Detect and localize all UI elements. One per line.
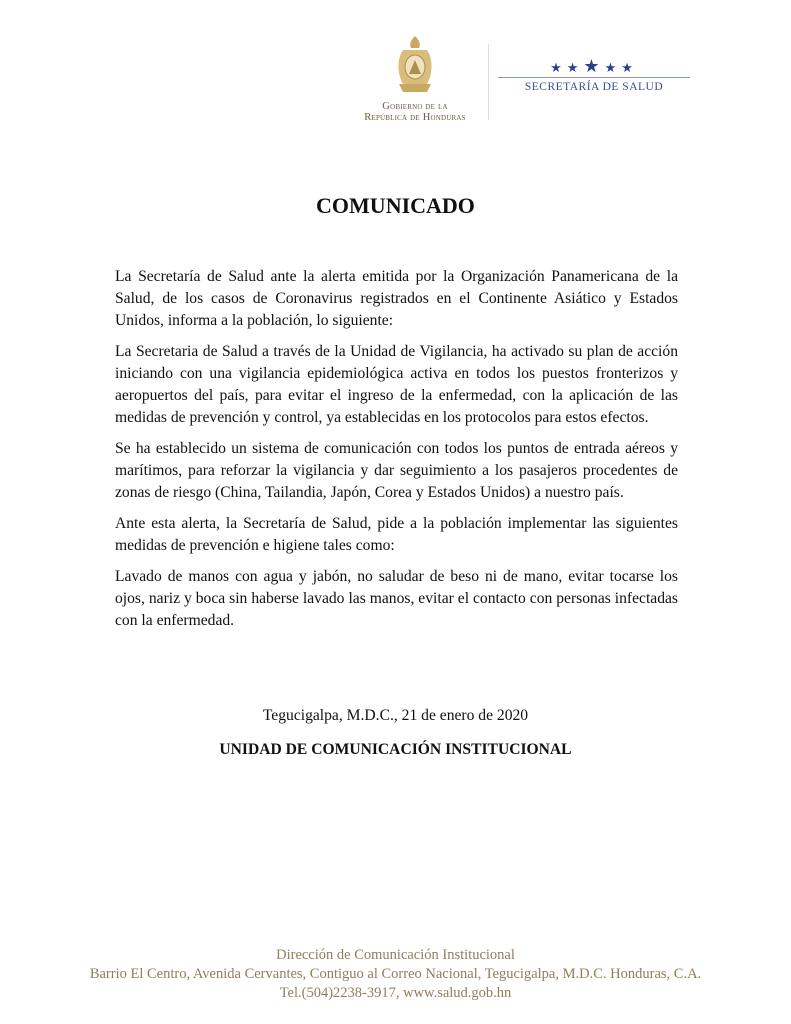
ministry-logo-text: SECRETARÍA DE SALUD xyxy=(524,81,664,93)
stars-icon: ★★★★★ xyxy=(550,56,638,76)
signature: UNIDAD DE COMUNICACIÓN INSTITUCIONAL xyxy=(219,741,572,758)
paragraph: Ante esta alerta, la Secretaría de Salud, pide a la población implementar las siguientes medidas de prevención e higiene tales como: xyxy=(115,515,678,554)
paragraph: Lavado de manos con agua y jabón, no saludar de beso ni de mano, evitar tocarse los ojos, nariz y boca sin haberse lavado las manos, evitar el contacto con personas infectadas con la enfermedad. xyxy=(115,568,678,629)
paragraph: Se ha establecido un sistema de comunicación con todos los puntos de entrada aéreos y marítimos, para reforzar la vigilancia y dar seguimiento a los pasajeros procedentes de zonas de riesgo (China, Tailandia, Japón, Corea y Estados Unidos) a nuestro país. xyxy=(115,440,678,501)
footer-contact: Tel.(504)2238-3917, www.salud.gob.hn xyxy=(279,985,512,1001)
footer-line1: Dirección de Comunicación Institucional xyxy=(276,947,515,963)
gov-logo-line2: República de Honduras xyxy=(364,112,466,123)
page-title: COMUNICADO xyxy=(316,193,475,218)
gov-logo-line1: Gobierno de la xyxy=(382,101,448,112)
paragraph: La Secretaria de Salud a través de la Unidad de Vigilancia, ha activado su plan de acción iniciando con una vigilancia epidemiológica activa en todos los puestos fronterizos y aeropuertos del país, para evitar el ingreso de la enfermedad, con la aplicación de las medidas de prevención y control, ya establecidas en los protocolos para estos efectos. xyxy=(115,343,678,426)
logo-divider xyxy=(488,44,489,120)
ministry-logo-rule xyxy=(498,77,690,78)
footer xyxy=(0,946,791,1003)
government-logo xyxy=(350,34,480,123)
document-body xyxy=(115,266,678,641)
footer-address: Barrio El Centro, Avenida Cervantes, Contiguo al Correo Nacional, Tegucigalpa, M.D.C. Honduras, C.A. xyxy=(89,966,702,982)
ministry-logo xyxy=(498,58,690,93)
coat-of-arms-icon xyxy=(393,34,437,96)
paragraph: La Secretaría de Salud ante la alerta emitida por la Organización Panamericana de la Salud, de los casos de Coronavirus registrados en el Continente Asiático y Estados Unidos, informa a la población, lo siguiente: xyxy=(115,268,678,329)
date-line: Tegucigalpa, M.D.C., 21 de enero de 2020 xyxy=(262,707,529,724)
